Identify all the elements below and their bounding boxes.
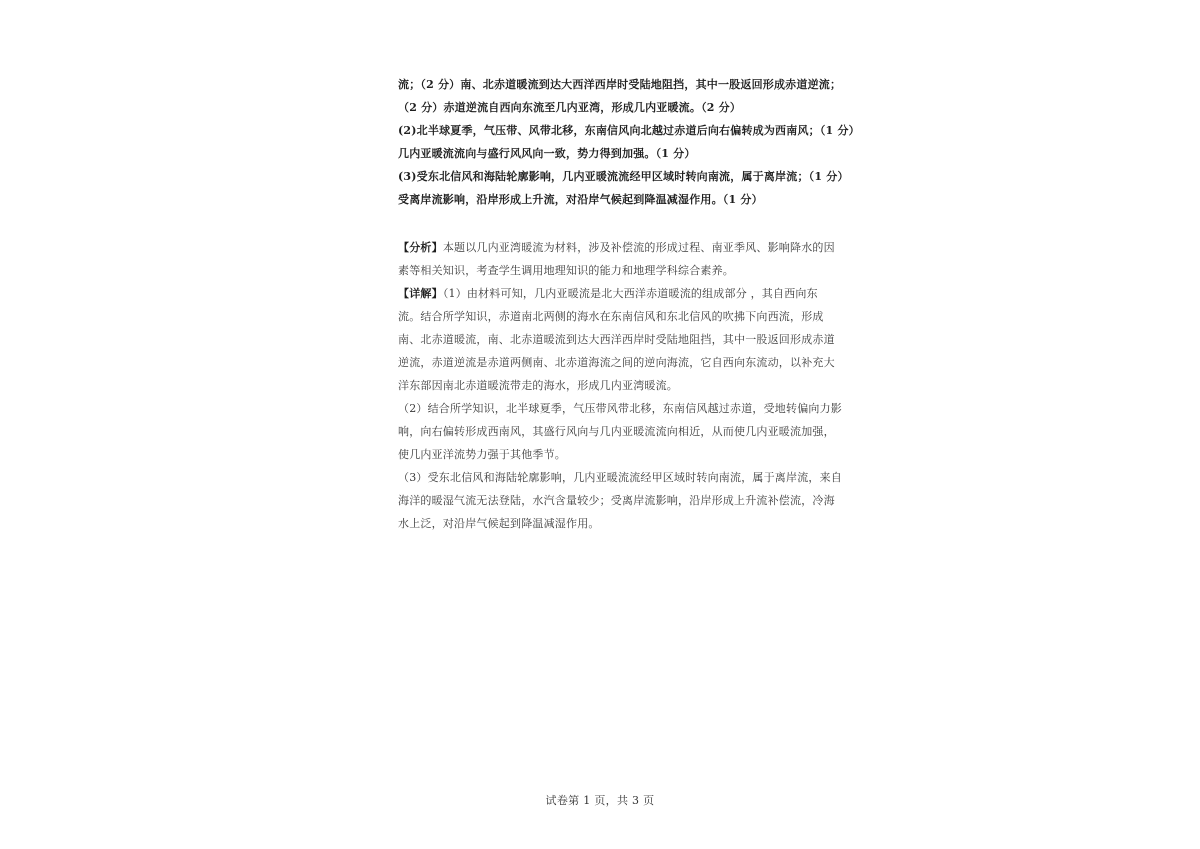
- detail-line: 南、北赤道暖流，南、北赤道暖流到达大西洋西岸时受陆地阻挡，其中一股返回形成赤道: [398, 333, 835, 346]
- detail-line: 响，向右偏转形成西南风，其盛行风向与几内亚暖流流向相近，从而使几内亚暖流加强，: [398, 425, 835, 438]
- answer-line: (2)北半球夏季，气压带、风带北移，东南信风向北越过赤道后向右偏转成为西南风；（1 分）: [398, 124, 860, 137]
- detail-tag: 【详解】: [398, 287, 443, 300]
- answer-line: (3)受东北信风和海陆轮廓影响，几内亚暖流流经甲区域时转向南流，属于离岸流；（1 分）: [398, 170, 849, 183]
- detail-line: 水上泛，对沿岸气候起到降温减湿作用。: [398, 517, 600, 530]
- answer-line: 流；（2 分）南、北赤道暖流到达大西洋西岸时受陆地阻挡，其中一股返回形成赤道逆流；: [398, 78, 842, 91]
- analysis-line: [398, 236, 835, 259]
- answer-line: 几内亚暖流流向与盛行风风向一致，势力得到加强。（1 分）: [398, 147, 696, 160]
- answer-line: 受离岸流影响，沿岸形成上升流，对沿岸气候起到降温减湿作用。（1 分）: [398, 193, 763, 206]
- detail-line: [398, 282, 818, 305]
- detail-text: （1）由材料可知，几内亚暖流是北大西洋赤道暖流的组成部分 ，其自西向东: [442, 287, 818, 300]
- detail-line: 逆流，赤道逆流是赤道两侧南、北赤道海流之间的逆向海流，它自西向东流动，以补充大: [398, 356, 835, 369]
- analysis-line: 素等相关知识，考查学生调用地理知识的能力和地理学科综合素养。: [398, 264, 734, 277]
- analysis-section: [398, 236, 842, 535]
- detail-line: 洋东部因南北赤道暖流带走的海水，形成几内亚湾暖流。: [398, 379, 678, 392]
- detail-line: 使几内亚洋流势力强于其他季节。: [398, 448, 566, 461]
- detail-line: 海洋的暖湿气流无法登陆，水汽含量较少；受离岸流影响，沿岸形成上升流补偿流，冷海: [398, 494, 835, 507]
- analysis-text: 本题以几内亚湾暖流为材料，涉及补偿流的形成过程、南亚季风、影响降水的因: [442, 241, 835, 254]
- answer-line: （2 分）赤道逆流自西向东流至几内亚湾，形成几内亚暖流。（2 分）: [398, 101, 742, 114]
- detail-line: 流。结合所学知识，赤道南北两侧的海水在东南信风和东北信风的吹拂下向西流，形成: [398, 310, 824, 323]
- analysis-tag: 【分析】: [398, 241, 443, 254]
- answer-section: [398, 73, 860, 211]
- detail-line: （3）受东北信风和海陆轮廓影响，几内亚暖流流经甲区域时转向南流，属于离岸流，来自: [398, 471, 842, 484]
- detail-line: （2）结合所学知识，北半球夏季，气压带风带北移，东南信风越过赤道，受地转偏向力影: [398, 402, 842, 415]
- page-footer: 试卷第 1 页，共 3 页: [545, 794, 655, 807]
